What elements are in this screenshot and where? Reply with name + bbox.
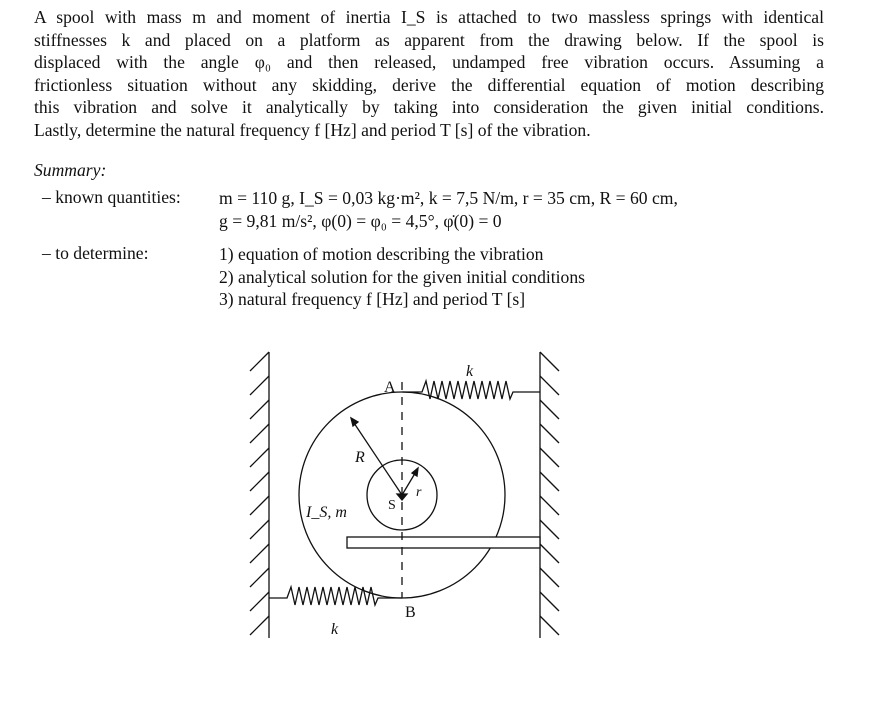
- label-k-bottom: k: [331, 621, 339, 638]
- determine-item: 1) equation of motion describing the vibration: [219, 244, 544, 264]
- problem-line: stiffnesses k and placed on a platform as apparent from the drawing below. If the spool is: [34, 29, 824, 50]
- label-B: B: [405, 604, 416, 621]
- problem-line: Lastly, determine the natural frequency f [Hz] and period T [s] of the vibration.: [34, 119, 591, 140]
- label-r: r: [416, 485, 422, 500]
- label-body: I_S, m: [306, 504, 347, 521]
- known-line: g = 9,81 m/s², φ(0) = φ₀ = 4,5°, φ̇(0) = 0: [219, 210, 502, 231]
- top-spring: [402, 381, 540, 399]
- problem-line: A spool with mass m and moment of inertia I_S is attached to two massless springs with identical: [34, 7, 824, 27]
- radius-R-arrowhead: [351, 418, 358, 426]
- problem-line: displaced with the angle φ₀ and then released, undamped free vibration occurs. Assuming a: [34, 52, 824, 72]
- left-wall: [250, 352, 269, 638]
- known-line: m = 110 g, I_S = 0,03 kg·m², k = 7,5 N/m, r = 35 cm, R = 60 cm,: [219, 188, 678, 208]
- known-quantities-label: – known quantities:: [42, 187, 181, 207]
- determine-item: 3) natural frequency f [Hz] and period T [s]: [219, 289, 526, 309]
- problem-line: this vibration and solve it analytically by taking into consideration the given initial conditions.: [34, 97, 824, 117]
- right-wall: [540, 352, 559, 638]
- summary-title: Summary:: [34, 160, 107, 180]
- to-determine-label: – to determine:: [42, 243, 149, 263]
- label-A: A: [384, 379, 396, 396]
- label-S: S: [388, 498, 396, 513]
- platform: [347, 537, 540, 548]
- determine-item: 2) analytical solution for the given initial conditions: [219, 266, 585, 287]
- problem-line: frictionless situation without any skidding, derive the differential equation of motion describing: [34, 74, 824, 95]
- label-k-top: k: [466, 363, 474, 380]
- label-R: R: [355, 449, 365, 466]
